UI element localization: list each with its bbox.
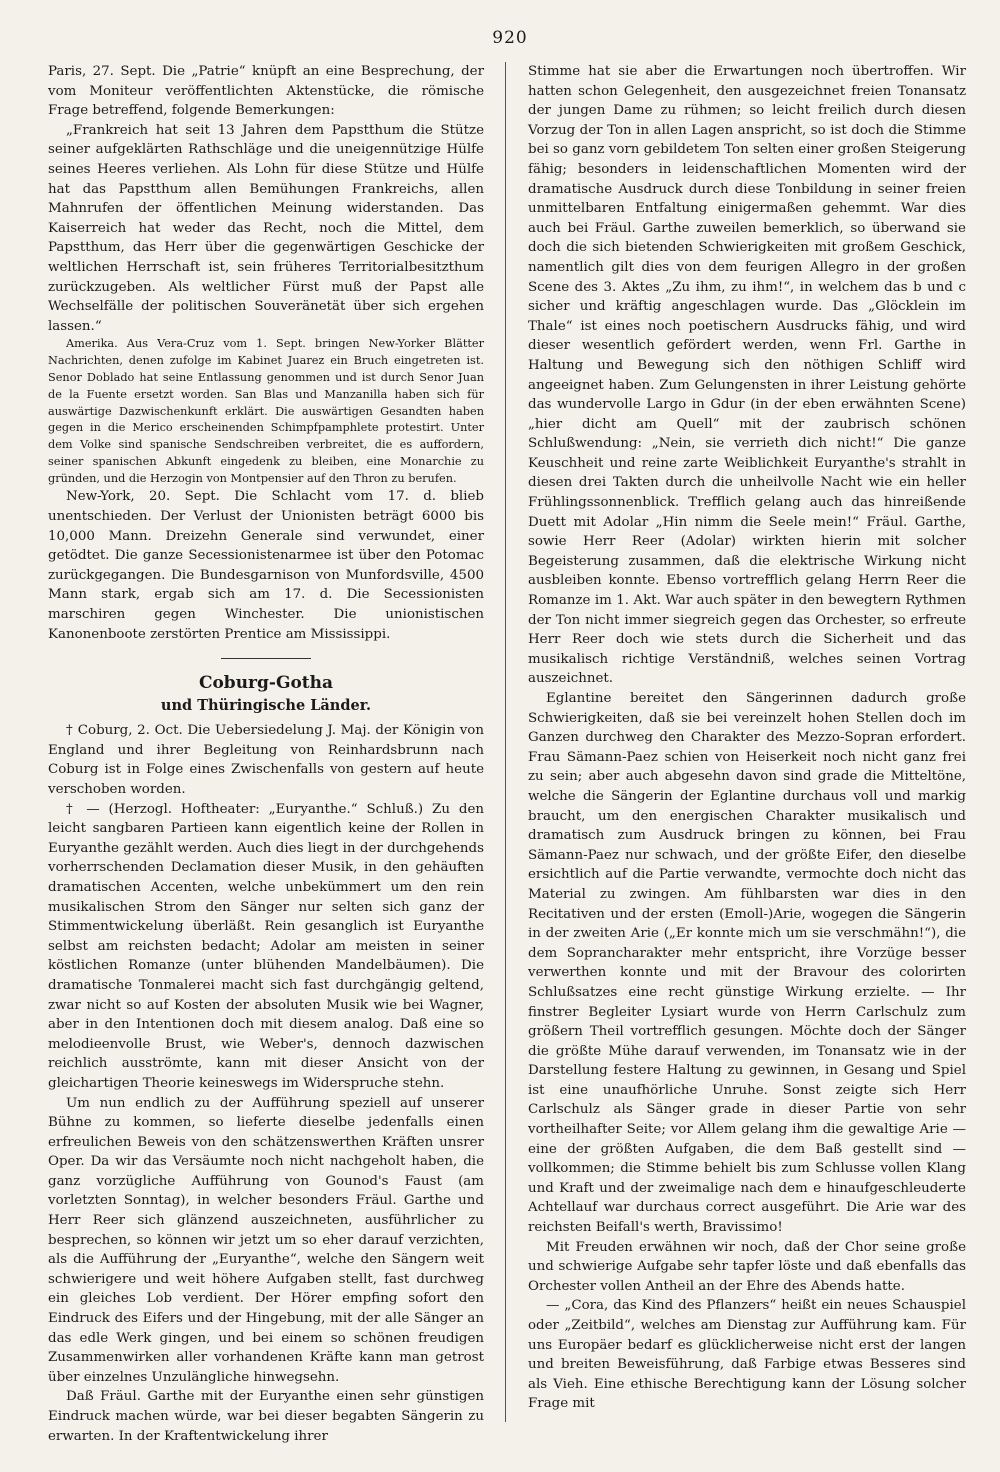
section-title: Coburg-Gotha	[198, 673, 334, 694]
article-paragraph: Um nun endlich zu der Aufführung speziell auf unserer Bühne zu kommen, so lieferte dieselbe jedenfalls einen erfreulichen Beweis von den schätzenswerthen Kräften unsrer Oper. Da wir das Versäumte noch nicht nachgeholt haben, die ganz vorzügliche Aufführung von Gounod's Faust (am vorletzten Sonntag), in welcher besonders Fräul. Garthe und Herr Reer sich glänzend auszeichneten, ausführlicher zu besprechen, so können wir jetzt um so eher darauf verzichten, als die Aufführung der „Euryanthe“, welche den Sängern weit schwierigere und weit höhere Aufgaben stellt, fast durchweg ein gleiches Lob verdient. Der Hörer empfing sofort den Eindruck des Eifers und der Hingebung, mit der alle Sänger an das edle Werk gingen, und bei einem so schönen freudigen Zusammenwirken aller vorhandenen Kräfte kann man getrost über einzelnes Unzulängliche hinwegsehn.	[48, 1095, 484, 1385]
column-divider	[505, 62, 506, 1422]
section-subtitle: und Thüringische Länder.	[160, 697, 372, 715]
article-paragraph: — „Cora, das Kind des Pflanzers“ heißt ein neues Schauspiel oder „Zeitbild“, welches am Dienstag zur Aufführung kam. Für uns Europäer bedarf es glücklicherweise nicht erst der langen und breiten Beweisführung, daß Farbige etwas Besseres sind als Vieh. Eine ethische Berechtigung kann der Lösung solcher Frage mit	[528, 1298, 966, 1412]
column-right	[528, 62, 966, 1414]
article-paragraph: † Coburg, 2. Oct. Die Uebersiedelung J. Maj. der Königin von England und ihrer Begleitung von Reinhardsbrunn nach Coburg ist in Folge eines Zwischenfalls von gestern auf heute verschoben worden.	[48, 723, 484, 798]
article-paragraph: Stimme hat sie aber die Erwartungen noch übertroffen. Wir hatten schon Gelegenheit, den ausgezeichnet freien Tonansatz der jungen Dame zu rühmen; so leicht freilich durch diesen Vorzug der Ton in allen Lagen anspricht, so ist doch die Stimme bei so ganz vorn gebildetem Ton selten einer großen Steigerung fähig; besonders in leidenschaftlichen Momenten wird der dramatische Ausdruck durch diese Tonbildung in seiner freien unmittelbaren Entfaltung einigermaßen gehemmt. War dies auch bei Fräul. Garthe zuweilen bemerklich, so überwand sie doch die sich bietenden Schwierigkeiten mit großem Geschick, namentlich gilt dies von dem feurigen Allegro in der großen Scene des 3. Aktes „Zu ihm, zu ihm!“, in welchem das b und c sicher und kräftig angeschlagen wurde. Das „Glöcklein im Thale“ ist eines noch poetischern Ausdrucks fähig, und wird dieser wesentlich gefördert werden, wenn Frl. Garthe in Haltung und Bewegung sich den nöthigen Schliff wird angeeignet haben. Zum Gelungensten in ihrer Leistung gehörte das wundervolle Largo in Gdur (in der eben erwähnten Scene) „hier dicht am Quell“ mit der zaubrisch schönen Schlußwendung: „Nein, sie verrieth dich nicht!“ Die ganze Keuschheit und reine zarte Weiblichkeit Euryanthe's strahlt in diesen drei Takten durch die unheilvolle Nacht wie ein heller Frühlingssonnenblick. Trefflich gelang auch das hinreißende Duett mit Adolar „Hin nimm die Seele mein!“ Fräul. Garthe, sowie Herr Reer (Adolar) wirkten hierin mit solcher Begeisterung zusammen, daß die elektrische Wirkung nicht ausbleiben konnte. Ebenso vortrefflich gelang Herrn Reer die Romanze im 1. Akt. War auch später in den bewegtern Rythmen der Ton nicht immer siegreich gegen das Orchester, so erfreute Herr Reer doch wie stets durch die Sicherheit und das musikalisch richtige Verständniß, welches seinen Vortrag auszeichnet.	[528, 64, 966, 687]
page-number: 920	[492, 28, 528, 48]
article-paragraph: † — (Herzogl. Hoftheater: „Euryanthe.“ Schluß.) Zu den leicht sangbaren Partieen kann eigentlich keine der Rollen in Euryanthe gezählt werden. Auch dies liegt in der durchgehends vorherrschenden Declamation dieser Musik, in den gehäuften dramatischen Accenten, welche unbekümmert um den rein musikalischen Strom den Sänger nur selten sich ganz der Stimmentwickelung überläßt. Rein gesanglich ist Euryanthe selbst am reichsten bedacht; Adolar am meisten in seiner köstlichen Romanze (unter blühenden Mandelbäumen). Die dramatische Tonmalerei macht sich fast durchgängig geltend, zwar nicht so auf Kosten der absoluten Musik wie bei Wagner, aber in den Intentionen doch mit diesem analog. Daß eine so melodieenvolle Brust, wie Weber's, dennoch dazwischen reichlich ausströmte, kann mit dieser Ansicht von der gleichartigen Theorie keineswegs im Widerspruche stehn.	[48, 801, 484, 1091]
article-paragraph: Amerika. Aus Vera-Cruz vom 1. Sept. bringen New-Yorker Blätter Nachrichten, denen zufolge im Kabinet Juarez ein Bruch eingetreten ist. Senor Doblado hat seine Entlassung genommen und ist durch Senor Juan de la Fuente ersetzt worden. San Blas und Manzanilla haben sich für auswärtige Dazwischenkunft erklärt. Die auswärtigen Gesandten haben gegen in die Merico erscheinenden Schimpfpamphlete protestirt. Unter dem Volke sind spanische Sendschreiben verbreitet, die es auffordern, seiner spanischen Abkunft eingedenk zu bleiben, eine Monarchie zu gründen, und die Herzogin von Montpensier auf den Thron zu berufen.	[48, 337, 484, 485]
article-paragraph: New-York, 20. Sept. Die Schlacht vom 17. d. blieb unentschieden. Der Verlust der Unionisten beträgt 6000 bis 10,000 Mann. Dreizehn Generale sind verwundet, einer getödtet. Die ganze Secessionistenarmee ist über den Potomac zurückgegangen. Die Bundesgarnison von Munfordsville, 4500 Mann stark, ergab sich am 17. d. Die Secessionisten marschiren gegen Winchester. Die unionistischen Kanonenboote zerstörten Prentice am Mississippi.	[48, 489, 484, 642]
article-paragraph: Paris, 27. Sept. Die „Patrie“ knüpft an eine Besprechung, der vom Moniteur veröffentlichten Aktenstücke, die römische Frage betreffend, folgende Bemerkungen:	[48, 64, 484, 119]
article-paragraph: Daß Fräul. Garthe mit der Euryanthe einen sehr günstigen Eindruck machen würde, war bei dieser begabten Sängerin zu erwarten. In der Kraftentwickelung ihrer	[48, 1389, 484, 1444]
article-paragraph: „Frankreich hat seit 13 Jahren dem Papstthum die Stütze seiner aufgeklärten Rathschläge und die uneigennützige Hülfe seines Heeres verliehen. Als Lohn für diese Stütze und Hülfe hat das Papstthum allen Bemühungen Frankreichs, allen Mahnrufen der öffentlichen Meinung widerstanden. Das Kaiserreich hat weder das Recht, noch die Mittel, dem Papstthum, das Herr über die gegenwärtigen Geschicke der weltlichen Herrschaft ist, sein früheres Territorialbesitzthum zurückzugeben. Als weltlicher Fürst muß der Papst alle Wechselfälle der politischen Souveränetät über sich ergehen lassen.“	[48, 122, 484, 334]
column-left	[48, 62, 484, 1446]
article-paragraph: Mit Freuden erwähnen wir noch, daß der Chor seine große und schwierige Aufgabe sehr tapfer löste und daß ebenfalls das Orchester vollen Antheil an der Ehre des Abends hatte.	[528, 1239, 966, 1294]
article-paragraph: Eglantine bereitet den Sängerinnen dadurch große Schwierigkeiten, daß sie bei vereinzelt hohen Stellen doch im Ganzen durchweg den Charakter des Mezzo-Sopran erfordert. Frau Sämann-Paez schien von Heiserkeit noch nicht ganz frei zu sein; aber auch abgesehn davon sind grade die Mitteltöne, welche die Sängerin der Eglantine durchaus voll und markig braucht, um den energischen Charakter musikalisch und dramatisch zum Ausdruck bringen zu können, bei Frau Sämann-Paez nur schwach, und der größte Eifer, den dieselbe ersichtlich auf die Partie verwandte, vermochte doch nicht das Material zu zwingen. Am fühlbarsten war dies in den Recitativen und der ersten (Emoll-)Arie, wogegen die Sängerin in der zweiten Arie („Er konnte mich um sie verschmähn!“), die dem Soprancharakter mehr entspricht, ihre Vorzüge besser verwerthen konnte und mit der Bravour des colorirten Schlußsatzes eine recht günstige Wirkung erzielte. — Ihr finstrer Begleiter Lysiart wurde von Herrn Carlschulz zum größern Theil vortrefflich gesungen. Möchte doch der Sänger die größte Mühe darauf verwenden, im Tonansatz wie in der Darstellung festere Haltung zu gewinnen, in Gesang und Spiel ist eine unaufhörliche Unruhe. Sonst zeigte sich Herr Carlschulz als Sänger grade in dieser Partie von sehr vortheilhafter Seite; vor Allem gelang ihm die gewaltige Arie — eine der größten Aufgaben, die dem Baß gestellt sind — vollkommen; die Stimme behielt bis zum Schlusse vollen Klang und Kraft und der zweimalige nach dem e hinaufgeschleuderte Achtellauf war durchaus correct ausgeführt. Die Arie war des reichsten Beifall's werth, Bravissimo!	[528, 691, 966, 1236]
section-rule	[221, 658, 311, 659]
